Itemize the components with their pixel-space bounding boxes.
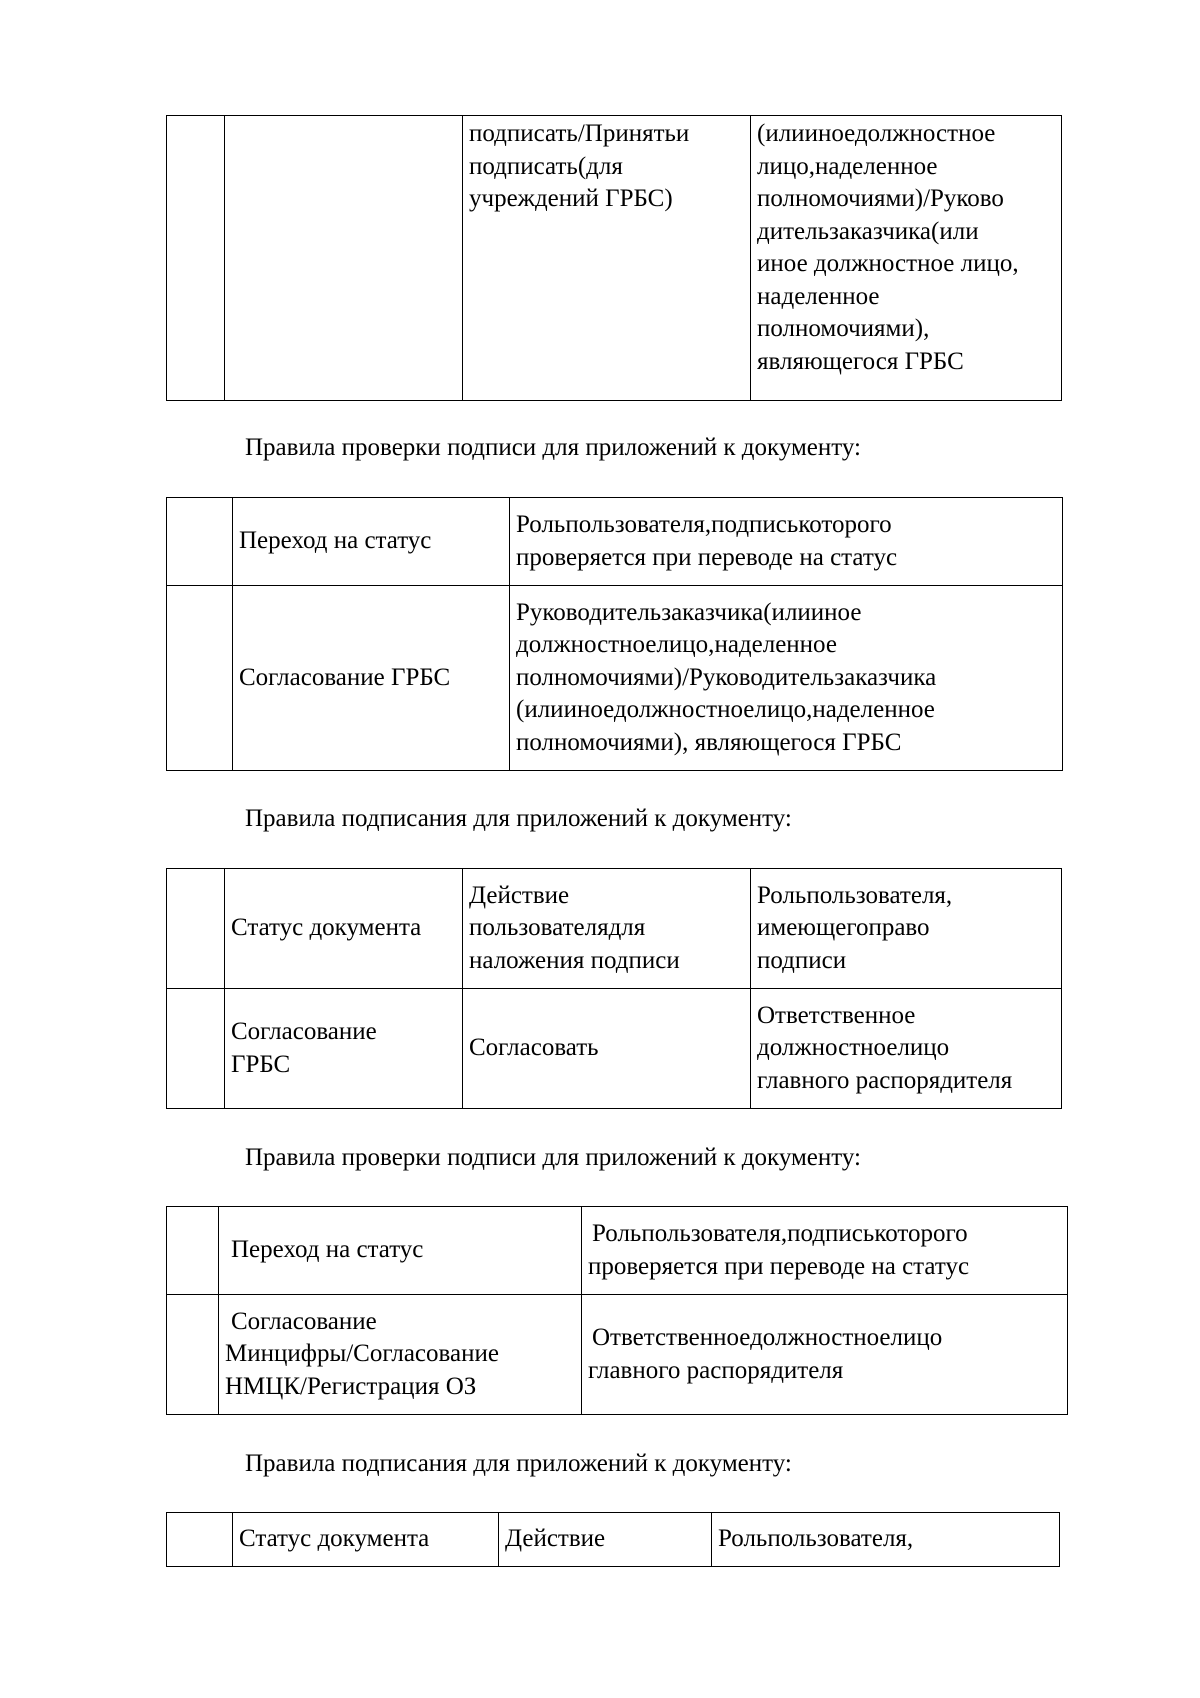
text-line: Действие <box>469 881 570 909</box>
text-line: иное должностное лицо, <box>757 250 1019 277</box>
text-line: Ответственное <box>757 1001 916 1029</box>
table-cell-number <box>167 116 225 401</box>
text-line: наложения подписи <box>469 946 680 974</box>
text-word: подписать <box>469 152 578 180</box>
text-line: ГРБС <box>231 1050 291 1078</box>
table-header-transition: Переход на статус <box>219 1207 582 1295</box>
table-cell-status <box>225 116 463 401</box>
table-header-transition: Переход на статус <box>233 498 510 586</box>
text-line: полномочиями), <box>757 315 930 342</box>
section-heading: Правила подписания для приложений к документу: <box>245 805 792 832</box>
table-signature-check-2 <box>166 1206 1068 1415</box>
text-line: Согласование <box>231 1307 377 1335</box>
table-signing-rules <box>166 868 1062 1109</box>
table-cell-status <box>225 989 463 1109</box>
text-line: полномочиями)/Руково <box>757 185 1004 212</box>
table-cell-role: (илииноедолжностное лицо,наделенное полномочиями)/Руково дительзаказчика(или иное должностное лицо, наделенное полномочиями), являющегося ГРБС <box>751 116 1062 401</box>
table-header-action: Действие <box>499 1513 712 1567</box>
table-header-status: Статус документа <box>233 1513 499 1567</box>
table-header-status: Статус документа <box>225 869 463 989</box>
table-header-role: Рольпользователя,подписькоторого проверяется при переводе на статус <box>510 498 1063 586</box>
section-heading: Правила проверки подписи для приложений к документу: <box>245 1144 861 1171</box>
text-line: главного распорядителя <box>757 1066 1013 1094</box>
table-cell-role: Руководительзаказчика(илииное должностноелицо,наделенное полномочиями)/Руководительзаказчика (илииноедолжностноелицо,наделенное полномочиями), являющегося ГРБС <box>510 586 1063 771</box>
text-line: Минцифры/Согласование <box>225 1340 499 1368</box>
section-heading: Правила подписания для приложений к документу: <box>245 1450 792 1477</box>
section-heading: Правила проверки подписи для приложений к документу: <box>245 434 861 461</box>
table-cell-number <box>167 498 233 586</box>
table-header-role: Рольпользователя, имеющегоправо подписи <box>751 869 1062 989</box>
table-cell-role: Ответственноедолжностноелицо главного распорядителя <box>582 1295 1068 1415</box>
table-cell-transition: Согласование ГРБС <box>233 586 510 771</box>
table-cell-transition <box>219 1295 582 1415</box>
table-cell-number <box>167 586 233 771</box>
text-line: проверяется при переводе на статус <box>516 543 898 571</box>
table-header-role: Рольпользователя, <box>712 1513 1060 1567</box>
table-signing-rules-2 <box>166 1512 1060 1567</box>
text-line: проверяется при переводе на статус <box>588 1252 970 1280</box>
text-line: наделенное <box>757 282 880 310</box>
table-cell-number <box>167 1295 219 1415</box>
table-cell-action: Согласовать <box>463 989 751 1109</box>
table-signing-continued <box>166 115 1062 401</box>
table-cell-role: Ответственное должностноелицо главного распорядителя <box>751 989 1062 1109</box>
text-line: полномочиями), являющегося ГРБС <box>516 728 902 756</box>
text-word: и <box>675 120 690 147</box>
text-line: являющегося ГРБС <box>757 347 964 375</box>
text-line: главного распорядителя <box>588 1356 844 1384</box>
text-line: подписи <box>757 946 847 974</box>
text-line: Согласование <box>231 1018 377 1045</box>
text-word: подписать/Принять <box>469 120 676 147</box>
table-cell-number <box>167 1513 233 1567</box>
table-cell-action <box>463 116 751 401</box>
table-signature-check <box>166 497 1063 771</box>
text-line: НМЦК/Регистрация ОЗ <box>225 1372 477 1400</box>
table-cell-number <box>167 989 225 1109</box>
text-line: учреждений ГРБС) <box>469 185 673 212</box>
table-cell-number <box>167 869 225 989</box>
table-cell-number <box>167 1207 219 1295</box>
table-header-action: Действие пользователядля наложения подписи <box>463 869 751 989</box>
table-header-role: Рольпользователя,подписькоторого проверяется при переводе на статус <box>582 1207 1068 1295</box>
text-word: (для <box>577 152 623 180</box>
